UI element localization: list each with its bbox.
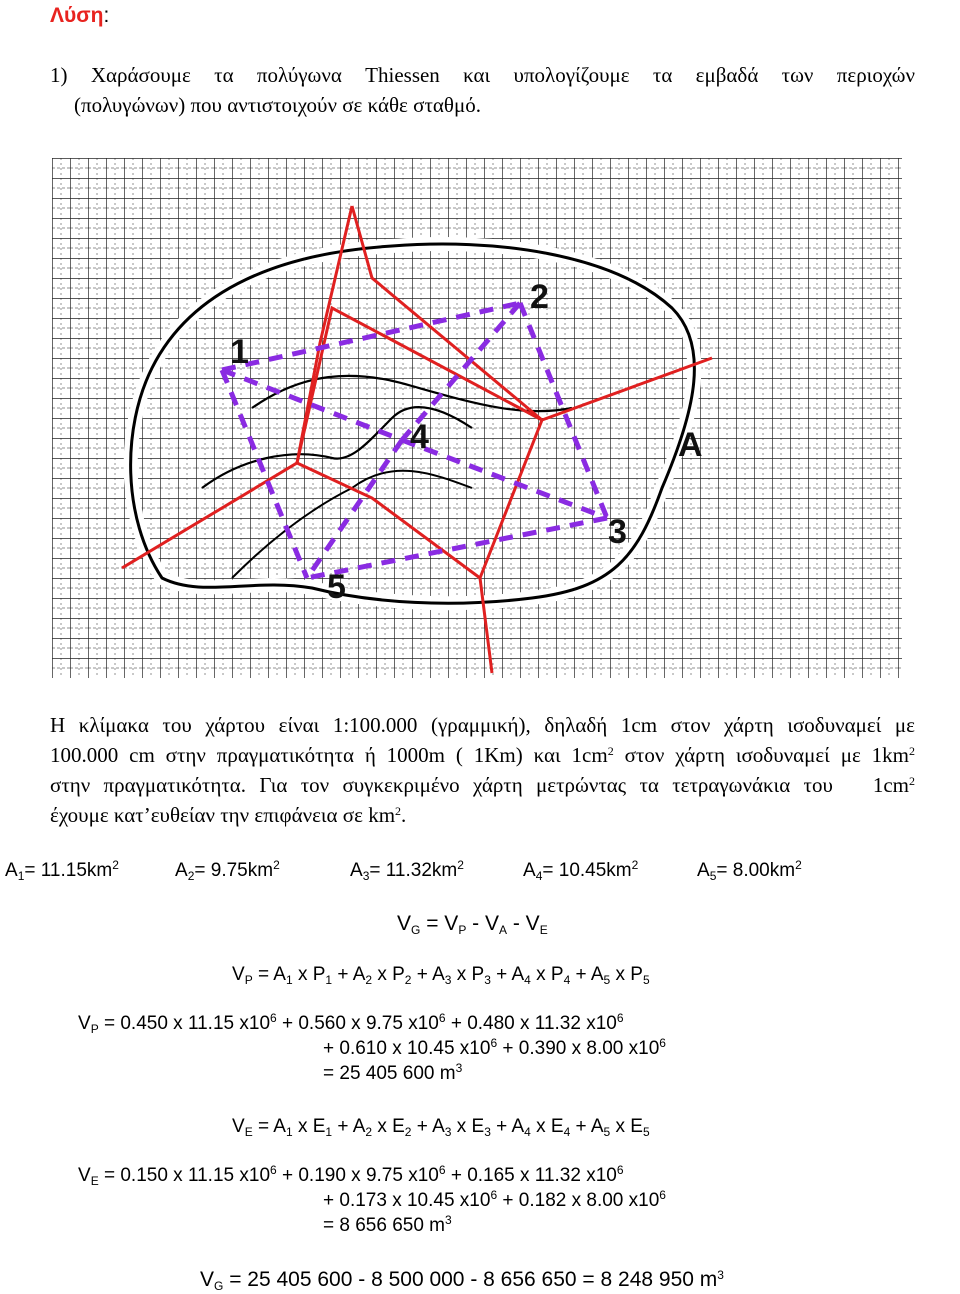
area-3: $A_3= 11.32km^2$ (350, 858, 464, 883)
scale-line-1: Η κλίμακα του χάρτου είναι 1:100.000 (γραμμική), δηλαδή 1cm στον χάρτη ισοδυναμεί με (50, 713, 915, 737)
ve-definition: $V_E = A_1$ x $E_1 + A_2$ x $E_2 + A_3$ x $E_3 + A_4$ x $E_4 + A_5$ x $E_5$ (232, 1116, 650, 1139)
area-2: $A_2= 9.75km^2$ (175, 858, 280, 883)
solution-title: Λύση: (50, 4, 110, 27)
area-5: $A_5= 8.00km^2$ (697, 858, 802, 883)
station-label-2: 2 (530, 278, 549, 316)
station-label-5: 5 (327, 568, 346, 606)
area-4: $A_4= 10.45km^2$ (523, 858, 639, 883)
area-1: $A_1= 11.15km^2$ (5, 858, 119, 883)
station-label-4: 4 (410, 418, 429, 456)
station-label-3: 3 (608, 513, 627, 551)
intro-number: 1) (50, 63, 68, 87)
vg-formula: $V_G = V_P - V_A - V_E$ (397, 912, 548, 937)
outlet-label-a: A (678, 426, 703, 464)
scale-line-4: έχουμε κατ’ευθείαν την επιφάνεια σε $km^2$. (50, 803, 407, 827)
vp-result: = 25 405 600 $m^3$ (323, 1061, 463, 1084)
intro-line-1: 1) Χαράσουμε τα πολύγωνα Thiessen και υπολογίζουμε τα εμβαδά των περιοχών (50, 63, 915, 87)
intro-line-2: (πολυγώνων) που αντιστοιχούν σε κάθε σταθμό. (74, 93, 481, 117)
station-label-1: 1 (230, 333, 249, 371)
scale-paragraph (50, 710, 915, 830)
scale-line-3: στην πραγματικότητα. Για τον συγκεκριμένο χάρτη μετρώντας τα τετραγωνάκια του $1cm^2$ (50, 773, 915, 797)
thiessen-map (52, 158, 902, 678)
vp-calc-line-2: + 0.610 x 10.45 $x10^6 + 0.390$ x 8.00 $x10^6$ (323, 1036, 666, 1059)
vp-definition: $V_P = A_1$ x $P_1 + A_2$ x $P_2 + A_3$ x $P_3 + A_4$ x $P_4 + A_5$ x $P_5$ (232, 964, 650, 987)
intro-paragraph (50, 60, 915, 120)
scale-line-2: 100.000 cm στην πραγματικότητα ή 1000m ( 1Km) και $1cm^2$ στον χάρτη ισοδυναμεί με $1km^2$ (50, 743, 915, 767)
ve-result: = 8 656 650 $m^3$ (323, 1213, 452, 1236)
vp-calc-line-1: $V_P = 0.450$ x 11.15 $x10^6 + 0.560$ x 9.75 $x10^6 + 0.480$ x 11.32 $x10^6$ (78, 1011, 624, 1036)
ve-calc-line-1: $V_E = 0.150$ x 11.15 $x10^6 + 0.190$ x 9.75 $x10^6 + 0.165$ x 11.32 $x10^6$ (78, 1163, 624, 1188)
vg-final-result: $V_G = 25$ 405 600 - 8 500 000 - 8 656 650 = 8 248 950 $m^3$ (200, 1268, 724, 1293)
ve-calc-line-2: + 0.173 x 10.45 $x10^6 + 0.182$ x 8.00 $x10^6$ (323, 1188, 666, 1211)
